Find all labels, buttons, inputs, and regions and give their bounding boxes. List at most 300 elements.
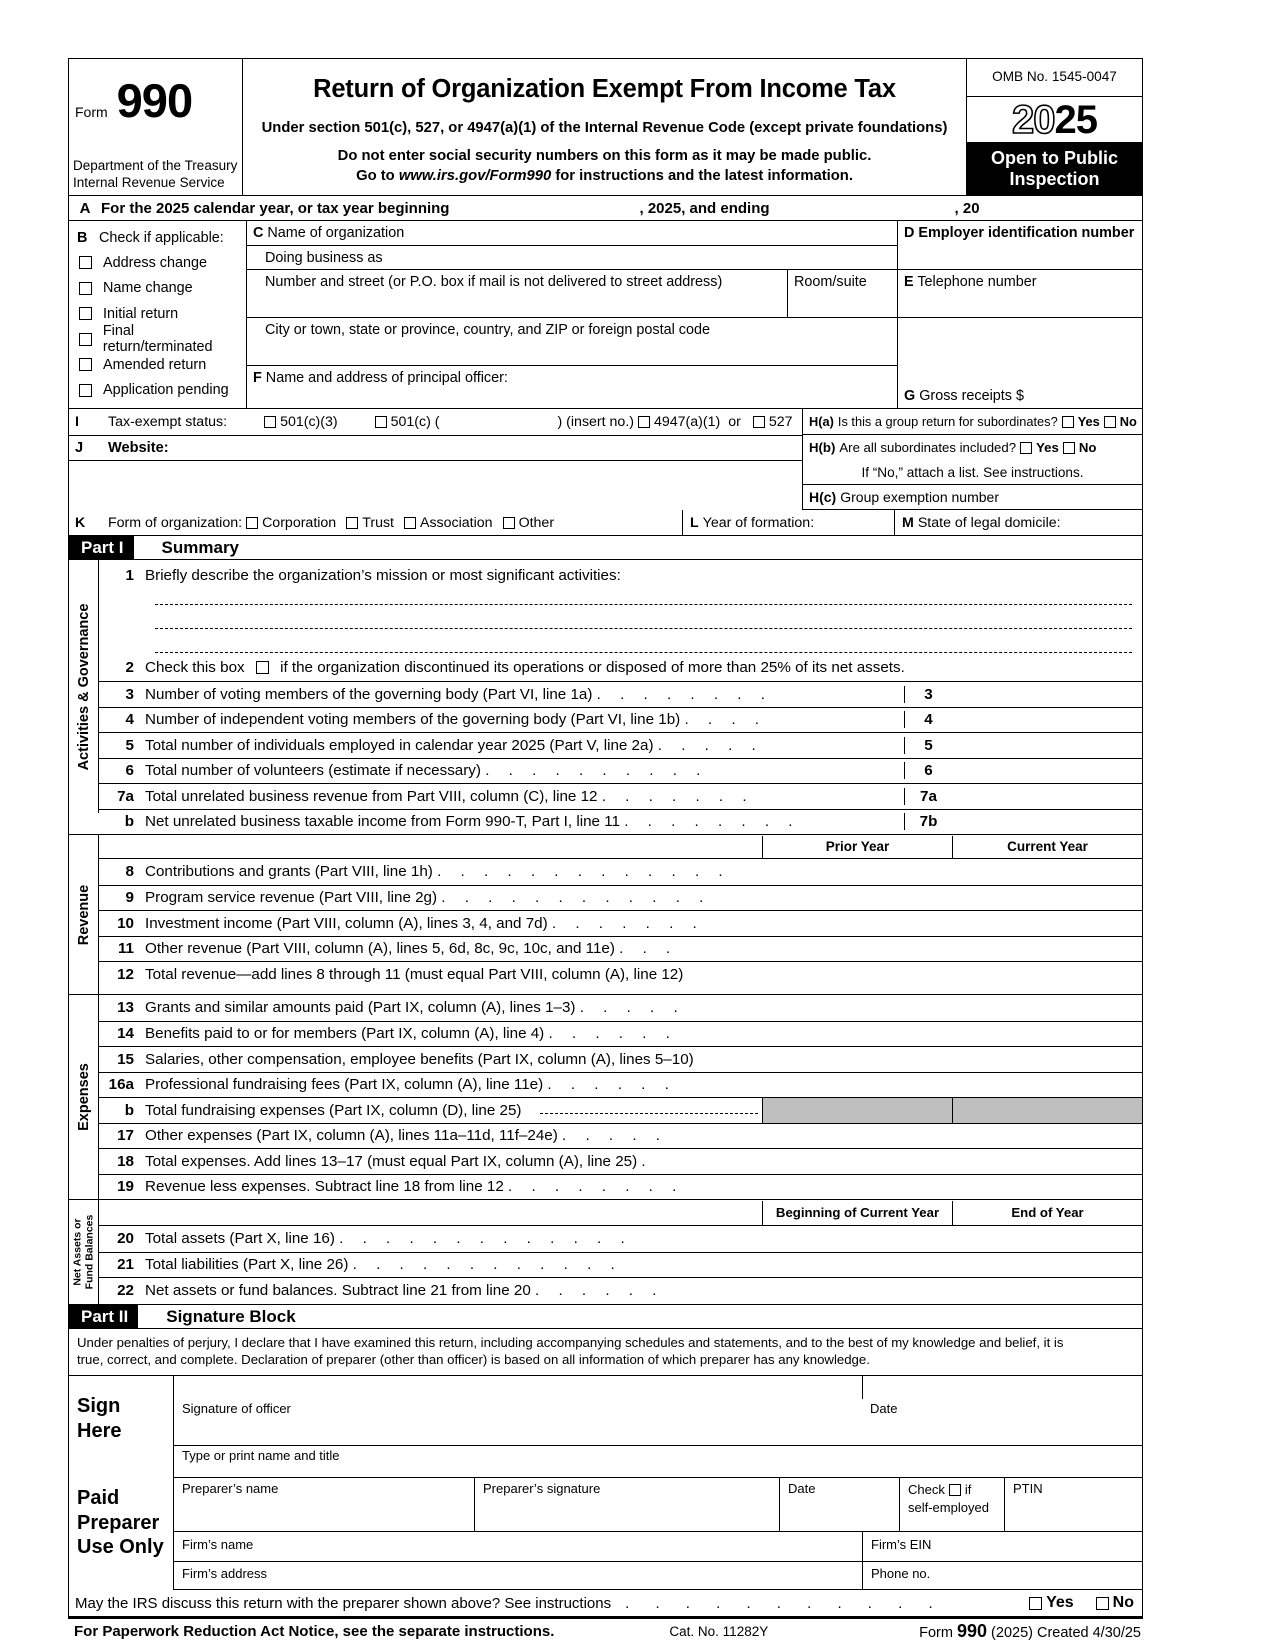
line-j-website[interactable] (69, 436, 802, 461)
line-5-box-number: 5 (904, 737, 952, 754)
field-officer-date[interactable] (862, 1399, 1142, 1445)
net-assets-vertical-label (72, 1215, 96, 1290)
line-7b-dots: . . . . . . . . (624, 813, 801, 831)
line-7a-label: Total unrelated business revenue from Part VIII, column (C), line 12 (145, 787, 598, 805)
status-or-label: or (728, 414, 741, 430)
initial-return-label: Initial return (103, 305, 179, 322)
line-18-dots: . (641, 1152, 654, 1170)
ein-label: Employer identification number (918, 225, 1135, 241)
line-hc-label: Group exemption number (840, 489, 999, 505)
mission-dash-line-2 (155, 628, 1132, 629)
name-of-organization-label: Name of organization (267, 225, 405, 241)
ha-no-checkbox[interactable] (1104, 416, 1116, 428)
open-to-public-badge (967, 143, 1142, 195)
field-preparer-signature[interactable] (474, 1478, 779, 1531)
line-row-16b (99, 1097, 1142, 1123)
line-6-label: Total number of volunteers (estimate if necessary) (145, 762, 481, 780)
line-i-tax-exempt-status (69, 409, 802, 436)
form-label: Form (75, 104, 108, 120)
officer-date-label: Date (870, 1401, 898, 1417)
line-10-dots: . . . . . . . (551, 914, 705, 932)
checkbox-row-application-pending[interactable] (77, 378, 246, 404)
line-hc-tag: H(c) (809, 489, 837, 505)
side-label-net-assets (69, 1200, 99, 1304)
address-change-checkbox[interactable] (79, 256, 92, 269)
field-firm-address[interactable] (174, 1562, 862, 1589)
status-527-label: 527 (768, 414, 793, 430)
gross-receipts-label: Gross receipts $ (919, 388, 1024, 404)
line-row-7a (99, 783, 1142, 809)
current-year-header: Current Year (952, 836, 1142, 858)
line-2-suffix: if the organization discontinued its operations or disposed of more than 25% of its net assets. (280, 658, 905, 676)
field-telephone-number[interactable] (898, 270, 1142, 318)
line-11-number: 11 (117, 940, 134, 958)
org-association-label: Association (420, 514, 493, 531)
omb-block (967, 59, 1142, 195)
line-7a-number: 7a (117, 787, 134, 805)
line-row-16a (99, 1072, 1142, 1098)
line-a-text: For the 2025 calendar year, or tax year beginning (101, 199, 450, 217)
line-16b-text (145, 1102, 762, 1119)
form-990-page (68, 58, 1143, 1643)
line-hb-tag: H(b) (809, 440, 836, 455)
line-h-note (803, 460, 1142, 485)
line-6-box-number: 6 (904, 762, 952, 779)
block-c-org-info (247, 221, 897, 408)
city-label: City or town, state or province, country, and ZIP or foreign postal code (265, 322, 710, 338)
field-phone-number[interactable] (862, 1562, 1142, 1589)
line-19-dots: . . . . . . . . (508, 1178, 684, 1196)
status-527-checkbox[interactable] (753, 416, 765, 428)
line-row-15 (99, 1046, 1142, 1072)
line-k-tag: K (75, 514, 86, 531)
line-7b-text (145, 813, 904, 830)
line-22-number: 22 (117, 1281, 134, 1299)
field-type-or-print-name[interactable] (174, 1446, 1142, 1478)
line-row-3 (99, 681, 1142, 707)
line-12-number: 12 (117, 965, 134, 983)
line-11-dots: . . . (619, 940, 678, 958)
paid-preparer-block (68, 1478, 1143, 1590)
sign-here-line-2: Here (77, 1420, 122, 1443)
line-2-number: 2 (125, 658, 134, 676)
line-row-14 (99, 1021, 1142, 1047)
application-pending-checkbox[interactable] (79, 384, 92, 397)
line-3-box-number: 3 (904, 686, 952, 703)
self-employed-label: self-employed (908, 1499, 989, 1515)
line-17-dots: . . . . . (562, 1127, 668, 1145)
firm-address-label: Firm’s address (182, 1566, 268, 1582)
checkbox-row-final-return[interactable] (77, 323, 246, 356)
line-hb-label: Are all subordinates included? (839, 440, 1017, 455)
line-a-tax-year (68, 195, 1143, 221)
irs-discuss-row (68, 1590, 1143, 1617)
line-12-label: Total revenue—add lines 8 through 11 (must equal Part VIII, column (A), line 12) (145, 965, 684, 983)
line-21-number: 21 (117, 1256, 134, 1274)
mission-write-in-area[interactable] (99, 604, 1142, 653)
line-k-form-of-organization (68, 510, 1143, 535)
line-6-text (145, 762, 904, 779)
irs-discuss-dots: . . . . . . . . . . . (625, 1594, 944, 1612)
signature-top-spacer (174, 1376, 1142, 1399)
line-row-17 (99, 1123, 1142, 1149)
org-corporation-checkbox[interactable] (246, 517, 258, 529)
line-5-text (145, 737, 904, 754)
line-19-text (145, 1178, 762, 1195)
line-row-9 (99, 885, 1142, 911)
name-change-label: Name change (103, 280, 193, 297)
dba-label: Doing business as (265, 250, 383, 266)
line-15-label: Salaries, other compensation, employee benefits (Part IX, column (A), lines 5–10) (145, 1050, 694, 1068)
line-21-label: Total liabilities (Part X, line 26) (145, 1256, 349, 1274)
line-21-dots: . . . . . . . . . . . . (352, 1256, 623, 1274)
field-signature-of-officer[interactable] (174, 1399, 862, 1445)
line-10-number: 10 (117, 914, 134, 932)
status-501c3-checkbox[interactable] (264, 416, 276, 428)
line-b-title: Check if applicable: (99, 229, 224, 246)
paid-preparer-line-3: Use Only (77, 1536, 164, 1559)
field-street-row (247, 270, 897, 318)
field-room-suite[interactable] (787, 270, 897, 317)
line-3-label: Number of voting members of the governing body (Part VI, line 1a) (145, 685, 593, 703)
final-return-label: Final return/terminated (102, 323, 213, 356)
line-18-number: 18 (117, 1152, 134, 1170)
tax-year-block (967, 96, 1142, 143)
line-17-text (145, 1127, 762, 1144)
date-divider (862, 1376, 1142, 1399)
line-hb-row (803, 435, 1142, 460)
discontinued-ops-checkbox[interactable] (256, 661, 269, 674)
net-assets-section (68, 1200, 1143, 1304)
line-16a-dots: . . . . . . (547, 1076, 677, 1094)
line-c-tag: C (253, 225, 264, 241)
catalog-number: Cat. No. 11282Y (669, 1623, 769, 1639)
net-assets-label-line-1: Net Assets or (70, 1218, 83, 1286)
ha-no-label: No (1119, 414, 1137, 429)
line-10-text (145, 915, 762, 932)
irs-discuss-no-label: No (1112, 1594, 1134, 1612)
street-label: Number and street (or P.O. box if mail is not delivered to street address) (265, 274, 723, 290)
firm-address-row (174, 1562, 1142, 1590)
line-8-label: Contributions and grants (Part VIII, line 1h) (145, 863, 433, 881)
org-corporation-label: Corporation (262, 514, 337, 531)
checkbox-row-amended-return[interactable] (77, 352, 246, 378)
line-9-text (145, 889, 762, 906)
firm-name-label: Firm’s name (182, 1537, 254, 1553)
paperwork-reduction-notice: For Paperwork Reduction Act Notice, see the separate instructions. (74, 1622, 555, 1640)
field-preparer-name[interactable] (174, 1478, 474, 1531)
paid-preparer-label (69, 1478, 174, 1590)
form-subtitle-section: Under section 501(c), 527, or 4947(a)(1) of the Internal Revenue Code (except private foundations) (261, 120, 948, 136)
line-row-4 (99, 707, 1142, 733)
line-row-10 (99, 910, 1142, 936)
line-f-tag: F (253, 370, 262, 386)
expenses-lines (99, 995, 1142, 1199)
line-7a-box-number: 7a (904, 788, 952, 805)
footer-form-number: 990 (956, 1620, 988, 1641)
firm-name-row (174, 1532, 1142, 1562)
checkbox-row-address-change[interactable] (77, 250, 246, 276)
line-7b-label: Net unrelated business taxable income from Form 990-T, Part I, line 11 (145, 813, 620, 831)
status-4947a1-label: 4947(a)(1) (654, 414, 721, 430)
paid-preparer-line-2: Preparer (77, 1511, 160, 1534)
line-row-12 (99, 961, 1142, 987)
field-street-address[interactable] (247, 270, 787, 317)
application-pending-label: Application pending (103, 382, 229, 399)
line-row-6 (99, 758, 1142, 784)
line-ha-label: Is this a group return for subordinates? (837, 414, 1058, 429)
governance-rows (99, 681, 1142, 834)
telephone-label: Telephone number (917, 274, 1037, 290)
line-7a-dots: . . . . . . . (601, 787, 755, 805)
line-a-end: , 20 (954, 199, 980, 217)
line-2-discontinued-ops (99, 653, 1142, 681)
line-e-tag: E (904, 274, 914, 290)
line-19-label: Revenue less expenses. Subtract line 18 from line 12 (145, 1178, 504, 1196)
line-14-label: Benefits paid to or for members (Part IX, column (A), line 4) (145, 1025, 545, 1043)
omb-number: OMB No. 1545-0047 (992, 69, 1117, 84)
line-11-label: Other revenue (Part VIII, column (A), lines 5, 6d, 8c, 9c, 10c, and 11e) (145, 940, 615, 958)
perjury-line-1: Under penalties of perjury, I declare that I have examined this return, including accompanying schedules and statements, and to the best of my knowledge and belief, it is (77, 1335, 1064, 1350)
line-5-number: 5 (125, 736, 134, 754)
part-ii-tag: Part II (69, 1305, 138, 1328)
part-ii-title: Signature Block (166, 1306, 296, 1326)
status-4947a1-checkbox[interactable] (638, 416, 650, 428)
goto-suffix: for instructions and the latest information. (551, 168, 853, 184)
block-b-check-if-applicable (69, 221, 247, 408)
part-i-title: Summary (161, 537, 240, 557)
preparer-date-label: Date (788, 1481, 816, 1497)
ha-yes-checkbox[interactable] (1062, 416, 1074, 428)
line-row-5 (99, 732, 1142, 758)
preparer-signature-label: Preparer’s signature (483, 1481, 601, 1497)
room-suite-label: Room/suite (794, 274, 867, 290)
irs-discuss-yes-label: Yes (1046, 1594, 1074, 1612)
expenses-vertical-label: Expenses (75, 1063, 92, 1131)
line-14-dots: . . . . . . (548, 1025, 678, 1043)
line-17-label: Other expenses (Part IX, column (A), lines 11a–11d, 11f–24e) (145, 1127, 558, 1145)
if-label: if (964, 1482, 972, 1498)
goto-prefix: Go to (356, 168, 399, 184)
phone-number-label: Phone no. (871, 1566, 931, 1582)
line-2-text (145, 659, 1142, 676)
side-label-activities (69, 560, 99, 813)
open-to-public-line-1: Open to Public (990, 148, 1118, 168)
line-10-label: Investment income (Part VIII, column (A), lines 3, 4, and 7d) (145, 914, 548, 932)
line-16b-number: b (124, 1101, 134, 1119)
final-return-checkbox[interactable] (79, 333, 92, 346)
block-bcdeh (68, 221, 1143, 409)
line-6-dots: . . . . . . . . . . (485, 762, 708, 780)
amended-return-checkbox[interactable] (79, 358, 92, 371)
net-assets-column-headers (99, 1200, 1142, 1226)
type-print-name-label: Type or print name and title (182, 1448, 340, 1464)
line-16a-label: Professional fundraising fees (Part IX, column (A), line 11e) (145, 1076, 544, 1094)
firm-ein-label: Firm’s EIN (871, 1537, 932, 1553)
field-firm-name[interactable] (174, 1532, 862, 1561)
line-l-tag: L (690, 514, 699, 531)
field-self-employed-check[interactable] (899, 1478, 1004, 1531)
sign-here-line-1: Sign (77, 1395, 121, 1418)
line-18-label: Total expenses. Add lines 13–17 (must equal Part IX, column (A), line 25) (145, 1152, 638, 1170)
form-number: 990 (116, 74, 193, 127)
line-20-label: Total assets (Part X, line 16) (145, 1230, 335, 1248)
form-subtitle-goto (243, 168, 966, 184)
org-other-label: Other (518, 514, 555, 531)
field-preparer-date[interactable] (779, 1478, 899, 1531)
preparer-name-label: Preparer’s name (182, 1481, 279, 1497)
line-5-label: Total number of individuals employed in calendar year 2025 (Part V, line 2a) (145, 736, 654, 754)
department-block (73, 158, 237, 191)
line-22-dots: . . . . . . (535, 1281, 664, 1299)
paid-preparer-line-1: Paid (77, 1487, 120, 1510)
part-i-tag: Part I (69, 536, 134, 559)
field-firm-ein[interactable] (862, 1532, 1142, 1561)
self-employed-checkbox[interactable] (949, 1484, 961, 1496)
hb-yes-label: Yes (1036, 440, 1059, 455)
address-change-label: Address change (103, 254, 208, 271)
hb-no-checkbox[interactable] (1063, 442, 1075, 454)
line-5-dots: . . . . . (657, 736, 764, 754)
line-14-number: 14 (117, 1025, 134, 1043)
line-8-number: 8 (125, 863, 134, 881)
h-attach-list-note: If “No,” attach a list. See instructions. (861, 464, 1084, 480)
mission-dash-line-1 (155, 604, 1132, 605)
footer-form-pre: Form (919, 1624, 957, 1641)
tax-year-solid: 25 (1054, 97, 1097, 142)
principal-officer-label: Name and address of principal officer: (265, 370, 508, 386)
revenue-column-headers (99, 835, 1142, 859)
part-i-header (68, 535, 1143, 560)
org-association-checkbox[interactable] (404, 517, 416, 529)
line-18-text (145, 1153, 762, 1170)
line-4-number: 4 (125, 711, 134, 729)
tax-year-outline: 20 (1012, 97, 1055, 142)
block-d-identifiers (897, 221, 1142, 408)
irs-discuss-yes-checkbox[interactable] (1029, 1597, 1042, 1610)
line-row-22 (99, 1277, 1142, 1303)
line-20-text (145, 1230, 762, 1247)
line-j-tag: J (75, 440, 84, 456)
line-a-tag: A (79, 199, 91, 217)
sign-here-label (69, 1376, 174, 1478)
line-20-dots: . . . . . . . . . . . . . (339, 1230, 633, 1248)
line-16b-current-shaded (952, 1098, 1142, 1124)
line-15-text (145, 1051, 762, 1068)
form-subtitle-ssn-warning: Do not enter social security numbers on this form as it may be made public. (337, 148, 872, 164)
line-ha-tag: H(a) (809, 414, 834, 429)
field-principal-officer[interactable] (247, 366, 897, 408)
line-22-label: Net assets or fund balances. Subtract line 21 from line 20 (145, 1281, 531, 1299)
form-of-organization-label: Form of organization: (108, 514, 243, 531)
field-employer-id-number[interactable] (898, 221, 1142, 270)
year-of-formation-label: Year of formation: (702, 514, 815, 531)
line-3-number: 3 (125, 685, 134, 703)
field-name-of-organization[interactable] (247, 221, 897, 246)
field-gross-receipts[interactable] (898, 318, 1142, 408)
hb-no-label: No (1078, 440, 1097, 455)
side-label-revenue (69, 835, 99, 994)
checkbox-row-name-change[interactable] (77, 276, 246, 302)
line-row-19 (99, 1174, 1142, 1200)
perjury-statement (68, 1329, 1143, 1375)
signature-row (174, 1399, 1142, 1446)
side-label-expenses (69, 995, 99, 1199)
status-501c3-label: 501(c)(3) (280, 414, 338, 430)
line-3-dots: . . . . . . . . (596, 685, 773, 703)
sign-here-fields (174, 1376, 1142, 1478)
name-change-checkbox[interactable] (79, 282, 92, 295)
line-row-21 (99, 1252, 1142, 1278)
line-16a-number: 16a (108, 1076, 134, 1094)
line-hc-row[interactable] (803, 485, 1142, 510)
line-6-number: 6 (125, 762, 134, 780)
line-13-label: Grants and similar amounts paid (Part IX, column (A), lines 1–3) (145, 999, 576, 1017)
activities-governance-section (68, 560, 1143, 835)
org-other-checkbox[interactable] (503, 517, 515, 529)
revenue-section (68, 835, 1143, 995)
org-trust-checkbox[interactable] (346, 517, 358, 529)
field-ptin[interactable] (1004, 1478, 1142, 1531)
part-ii-header (68, 1304, 1143, 1329)
field-doing-business-as[interactable] (247, 246, 897, 270)
block-h-group-return (802, 409, 1142, 510)
org-trust-label: Trust (362, 514, 394, 531)
line-9-number: 9 (125, 889, 134, 907)
line-7b-box-number: 7b (904, 813, 952, 830)
line-row-13 (99, 995, 1142, 1021)
line-4-box-number: 4 (904, 711, 952, 728)
field-year-of-formation[interactable] (682, 510, 894, 535)
prior-year-header: Prior Year (762, 836, 952, 858)
line-8-dots: . . . . . . . . . . . . . (437, 863, 731, 881)
line-19-number: 19 (117, 1178, 134, 1196)
sign-here-block (68, 1375, 1143, 1478)
field-city-state-zip[interactable] (247, 318, 897, 366)
form-header (68, 58, 1143, 195)
line-g-tag: G (904, 388, 916, 404)
status-501c-checkbox[interactable] (375, 416, 387, 428)
irs-url-link[interactable]: www.irs.gov/Form990 (398, 168, 552, 184)
footer-form-reference (919, 1621, 1141, 1642)
website-label: Website: (108, 440, 169, 456)
irs-discuss-no-checkbox[interactable] (1096, 1597, 1109, 1610)
field-state-of-legal-domicile[interactable] (894, 510, 1142, 535)
hb-yes-checkbox[interactable] (1020, 442, 1032, 454)
department-line-2: Internal Revenue Service (73, 174, 225, 190)
form-number-block (73, 74, 234, 127)
form-identity-block (69, 59, 242, 195)
check-label: Check (908, 1482, 945, 1498)
activities-vertical-label: Activities & Governance (75, 603, 92, 770)
line-13-number: 13 (117, 999, 134, 1017)
status-insert-no-label: ) (insert no.) (557, 414, 634, 430)
line-a-mid: , 2025, and ending (639, 199, 770, 217)
line-16b-write-in[interactable] (540, 1102, 758, 1114)
activities-lines (99, 560, 1142, 834)
tax-exempt-status-label: Tax-exempt status: (108, 414, 228, 430)
net-assets-lines (99, 1200, 1142, 1304)
line-row-8 (99, 859, 1142, 885)
paid-preparer-fields (174, 1478, 1142, 1590)
block-ijk-and-h (68, 409, 1143, 510)
line-row-18 (99, 1148, 1142, 1174)
line-16b-label: Total fundraising expenses (Part IX, column (D), line 25) (145, 1101, 522, 1119)
initial-return-checkbox[interactable] (79, 307, 92, 320)
line-16b-prior-shaded (762, 1098, 952, 1124)
line-12-text (145, 966, 762, 983)
end-of-year-header: End of Year (952, 1201, 1142, 1225)
